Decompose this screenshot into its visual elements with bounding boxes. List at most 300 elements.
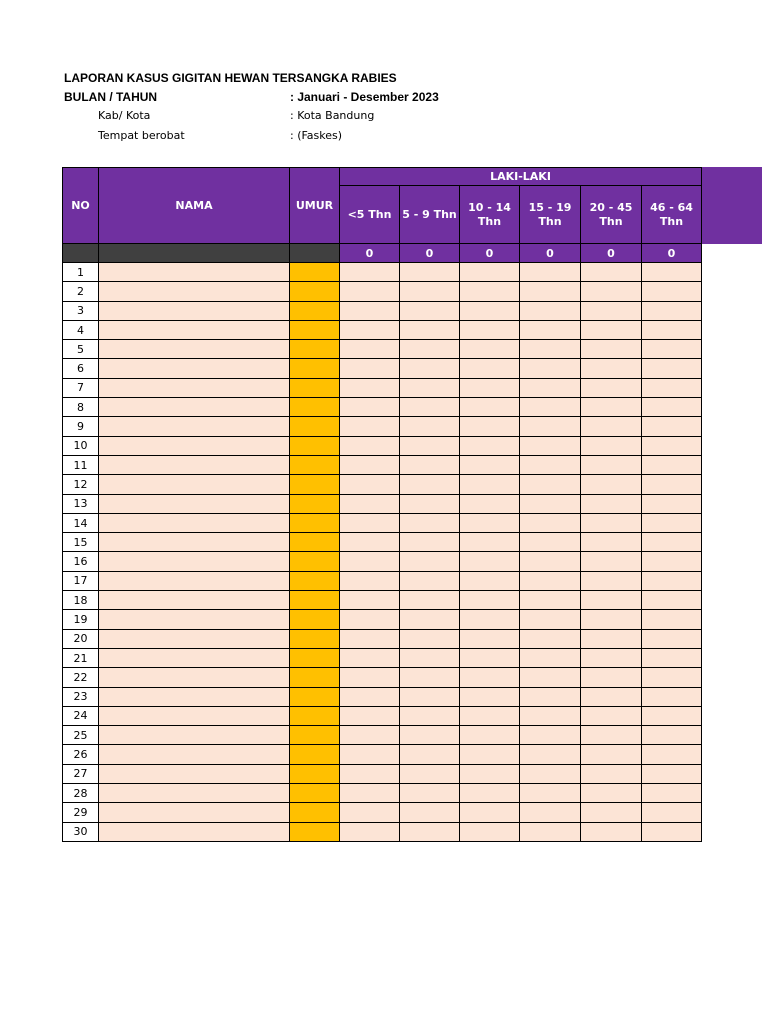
age-group-cell[interactable] — [581, 726, 642, 745]
age-group-cell[interactable] — [400, 784, 460, 803]
age-group-cell[interactable] — [460, 282, 520, 301]
age-group-cell[interactable] — [460, 475, 520, 494]
row-number: 14 — [63, 513, 99, 532]
age-group-cell[interactable] — [581, 610, 642, 629]
row-number: 17 — [63, 571, 99, 590]
age-group-cell[interactable] — [642, 706, 702, 725]
age-group-cell[interactable] — [520, 263, 581, 282]
age-group-cell[interactable] — [520, 803, 581, 822]
table-row — [63, 301, 702, 320]
age-group-cell[interactable] — [581, 301, 642, 320]
facility-value: : (Faskes) — [290, 129, 343, 142]
case-table — [62, 167, 702, 842]
table-row — [63, 282, 702, 301]
total-cell: 0 — [460, 244, 520, 263]
age-group-cell[interactable] — [400, 726, 460, 745]
age-group-cell[interactable] — [520, 417, 581, 436]
table-row — [63, 764, 702, 783]
age-group-cell[interactable] — [581, 552, 642, 571]
umur-cell[interactable] — [290, 263, 340, 282]
umur-cell[interactable] — [290, 533, 340, 552]
age-group-cell[interactable] — [581, 687, 642, 706]
age-group-cell[interactable] — [520, 340, 581, 359]
age-group-cell[interactable] — [400, 706, 460, 725]
row-number: 5 — [63, 340, 99, 359]
age-group-cell[interactable] — [460, 706, 520, 725]
age-group-cell[interactable] — [642, 648, 702, 667]
nama-cell[interactable] — [99, 610, 290, 629]
table-row — [63, 263, 702, 282]
table-row — [63, 475, 702, 494]
row-number: 13 — [63, 494, 99, 513]
nama-cell[interactable] — [99, 687, 290, 706]
table-row — [63, 629, 702, 648]
age-group-cell[interactable] — [520, 822, 581, 841]
umur-cell[interactable] — [290, 668, 340, 687]
age-group-cell[interactable] — [642, 359, 702, 378]
age-group-cell[interactable] — [460, 726, 520, 745]
age-group-cell[interactable] — [520, 706, 581, 725]
age-group-cell[interactable] — [460, 822, 520, 841]
header-row-1 — [63, 168, 702, 186]
umur-cell[interactable] — [290, 803, 340, 822]
age-group-cell[interactable] — [642, 494, 702, 513]
age-group-cell[interactable] — [460, 745, 520, 764]
age-group-cell[interactable] — [520, 648, 581, 667]
nama-cell[interactable] — [99, 668, 290, 687]
umur-cell[interactable] — [290, 513, 340, 532]
umur-cell[interactable] — [290, 648, 340, 667]
table-row — [63, 822, 702, 841]
nama-cell[interactable] — [99, 436, 290, 455]
header-fill-extension — [701, 167, 762, 244]
age-group-cell[interactable] — [581, 648, 642, 667]
age-group-cell[interactable] — [520, 378, 581, 397]
age-group-cell[interactable] — [460, 301, 520, 320]
age-group-cell[interactable] — [400, 340, 460, 359]
total-cell: 0 — [642, 244, 702, 263]
age-group-cell[interactable] — [340, 513, 400, 532]
umur-cell[interactable] — [290, 784, 340, 803]
age-group-cell[interactable] — [520, 552, 581, 571]
age-group-cell[interactable] — [581, 803, 642, 822]
table-row — [63, 320, 702, 339]
row-number: 28 — [63, 784, 99, 803]
umur-cell[interactable] — [290, 687, 340, 706]
umur-cell[interactable] — [290, 301, 340, 320]
nama-cell[interactable] — [99, 533, 290, 552]
age-group-cell[interactable] — [340, 301, 400, 320]
age-group-cell[interactable] — [581, 475, 642, 494]
age-group-cell[interactable] — [520, 610, 581, 629]
age-group-cell[interactable] — [520, 455, 581, 474]
age-group-cell[interactable] — [340, 764, 400, 783]
nama-cell[interactable] — [99, 803, 290, 822]
nama-cell[interactable] — [99, 417, 290, 436]
age-group-cell[interactable] — [460, 591, 520, 610]
row-number: 3 — [63, 301, 99, 320]
age-group-cell[interactable] — [642, 668, 702, 687]
age-group-cell[interactable] — [400, 436, 460, 455]
age-group-cell[interactable] — [581, 378, 642, 397]
nama-cell[interactable] — [99, 822, 290, 841]
umur-cell[interactable] — [290, 475, 340, 494]
age-group-cell[interactable] — [520, 320, 581, 339]
age-group-cell[interactable] — [460, 417, 520, 436]
nama-cell[interactable] — [99, 513, 290, 532]
age-group-cell[interactable] — [400, 533, 460, 552]
age-group-cell[interactable] — [400, 687, 460, 706]
table-row — [63, 455, 702, 474]
age-group-cell[interactable] — [642, 398, 702, 417]
age-group-cell[interactable] — [340, 417, 400, 436]
age-group-cell[interactable] — [460, 378, 520, 397]
age-group-cell[interactable] — [460, 513, 520, 532]
age-group-cell[interactable] — [400, 398, 460, 417]
age-group-cell[interactable] — [642, 687, 702, 706]
table-row — [63, 610, 702, 629]
age-group-cell[interactable] — [340, 745, 400, 764]
umur-cell[interactable] — [290, 822, 340, 841]
age-group-cell[interactable] — [340, 494, 400, 513]
row-number: 21 — [63, 648, 99, 667]
facility-label: Tempat berobat — [98, 129, 185, 142]
age-group-cell[interactable] — [581, 282, 642, 301]
umur-cell[interactable] — [290, 745, 340, 764]
age-group-cell[interactable] — [460, 455, 520, 474]
age-group-cell[interactable] — [460, 571, 520, 590]
row-number: 4 — [63, 320, 99, 339]
age-group-cell[interactable] — [340, 784, 400, 803]
row-number: 11 — [63, 455, 99, 474]
age-group-cell[interactable] — [460, 320, 520, 339]
totals-blank — [63, 244, 99, 263]
age-group-cell[interactable] — [400, 745, 460, 764]
age-group-cell[interactable] — [340, 359, 400, 378]
umur-cell[interactable] — [290, 726, 340, 745]
age-group-cell[interactable] — [460, 263, 520, 282]
age-group-cell[interactable] — [340, 533, 400, 552]
age-group-cell[interactable] — [460, 784, 520, 803]
age-group-cell[interactable] — [400, 417, 460, 436]
row-number: 2 — [63, 282, 99, 301]
table-row — [63, 687, 702, 706]
age-group-cell[interactable] — [642, 784, 702, 803]
row-number: 23 — [63, 687, 99, 706]
age-group-cell[interactable] — [642, 436, 702, 455]
age-group-cell[interactable] — [520, 282, 581, 301]
umur-cell[interactable] — [290, 436, 340, 455]
city-value: : Kota Bandung — [290, 109, 375, 122]
age-group-cell[interactable] — [642, 629, 702, 648]
age-group-cell[interactable] — [400, 494, 460, 513]
age-group-cell[interactable] — [400, 668, 460, 687]
age-group-cell[interactable] — [460, 533, 520, 552]
row-number: 30 — [63, 822, 99, 841]
umur-cell[interactable] — [290, 571, 340, 590]
period-value: : Januari - Desember 2023 — [290, 90, 439, 104]
age-group-cell[interactable] — [460, 359, 520, 378]
umur-cell[interactable] — [290, 398, 340, 417]
age-group-cell[interactable] — [581, 340, 642, 359]
umur-cell[interactable] — [290, 764, 340, 783]
table-row — [63, 533, 702, 552]
age-group-cell[interactable] — [642, 263, 702, 282]
age-group-cell[interactable] — [340, 320, 400, 339]
umur-cell[interactable] — [290, 629, 340, 648]
age-group-cell[interactable] — [581, 533, 642, 552]
nama-cell[interactable] — [99, 494, 290, 513]
umur-cell[interactable] — [290, 340, 340, 359]
age-group-cell[interactable] — [581, 455, 642, 474]
age-group-cell[interactable] — [400, 629, 460, 648]
nama-cell[interactable] — [99, 282, 290, 301]
table-row — [63, 513, 702, 532]
nama-cell[interactable] — [99, 726, 290, 745]
age-group-cell[interactable] — [400, 648, 460, 667]
age-group-cell[interactable] — [400, 263, 460, 282]
age-group-cell[interactable] — [400, 359, 460, 378]
age-group-cell[interactable] — [400, 282, 460, 301]
age-group-cell[interactable] — [520, 726, 581, 745]
nama-cell[interactable] — [99, 475, 290, 494]
age-group-cell[interactable] — [642, 340, 702, 359]
age-group-cell[interactable] — [340, 436, 400, 455]
age-group-cell[interactable] — [581, 513, 642, 532]
age-group-cell[interactable] — [460, 648, 520, 667]
age-group-cell[interactable] — [520, 629, 581, 648]
age-group-cell[interactable] — [400, 475, 460, 494]
total-cell: 0 — [400, 244, 460, 263]
table-row — [63, 417, 702, 436]
age-group-cell[interactable] — [400, 552, 460, 571]
nama-cell[interactable] — [99, 359, 290, 378]
age-group-cell[interactable] — [340, 571, 400, 590]
age-group-cell[interactable] — [520, 668, 581, 687]
age-group-cell[interactable] — [340, 552, 400, 571]
age-group-cell[interactable] — [642, 764, 702, 783]
nama-cell[interactable] — [99, 320, 290, 339]
age-group-cell[interactable] — [400, 803, 460, 822]
nama-cell[interactable] — [99, 552, 290, 571]
age-group-cell[interactable] — [581, 263, 642, 282]
age-group-cell[interactable] — [340, 726, 400, 745]
row-number: 20 — [63, 629, 99, 648]
period-label: BULAN / TAHUN — [64, 90, 158, 104]
age-group-cell[interactable] — [520, 784, 581, 803]
total-cell: 0 — [520, 244, 581, 263]
age-group-cell[interactable] — [340, 282, 400, 301]
nama-cell[interactable] — [99, 745, 290, 764]
age-group-cell[interactable] — [581, 320, 642, 339]
age-group-cell[interactable] — [340, 668, 400, 687]
age-group-cell[interactable] — [460, 494, 520, 513]
age-group-cell[interactable] — [581, 359, 642, 378]
table-row — [63, 359, 702, 378]
age-group-cell[interactable] — [460, 687, 520, 706]
row-number: 6 — [63, 359, 99, 378]
nama-cell[interactable] — [99, 764, 290, 783]
umur-cell[interactable] — [290, 706, 340, 725]
table-row — [63, 591, 702, 610]
age-group-cell[interactable] — [642, 552, 702, 571]
age-group-cell[interactable] — [642, 726, 702, 745]
age-group-cell[interactable] — [581, 706, 642, 725]
totals-row — [63, 244, 702, 263]
age-group-cell[interactable] — [581, 822, 642, 841]
row-number: 24 — [63, 706, 99, 725]
table-row — [63, 494, 702, 513]
age-group-cell[interactable] — [400, 320, 460, 339]
table-row — [63, 803, 702, 822]
umur-cell[interactable] — [290, 378, 340, 397]
age-group-cell[interactable] — [460, 629, 520, 648]
age-group-cell[interactable] — [400, 513, 460, 532]
age-group-cell[interactable] — [400, 822, 460, 841]
age-group-cell[interactable] — [642, 513, 702, 532]
age-group-cell[interactable] — [400, 571, 460, 590]
age-group-cell[interactable] — [340, 455, 400, 474]
age-group-header: <5 Thn — [340, 186, 400, 244]
age-group-cell[interactable] — [340, 398, 400, 417]
umur-cell[interactable] — [290, 320, 340, 339]
age-group-cell[interactable] — [520, 745, 581, 764]
age-group-cell[interactable] — [400, 610, 460, 629]
age-group-cell[interactable] — [520, 494, 581, 513]
age-group-cell[interactable] — [642, 571, 702, 590]
age-group-cell[interactable] — [520, 475, 581, 494]
age-group-cell[interactable] — [581, 436, 642, 455]
age-group-cell[interactable] — [642, 610, 702, 629]
age-group-cell[interactable] — [340, 378, 400, 397]
row-number: 10 — [63, 436, 99, 455]
age-group-cell[interactable] — [642, 475, 702, 494]
age-group-cell[interactable] — [520, 591, 581, 610]
umur-cell[interactable] — [290, 455, 340, 474]
age-group-cell[interactable] — [642, 282, 702, 301]
age-group-cell[interactable] — [340, 629, 400, 648]
nama-cell[interactable] — [99, 455, 290, 474]
age-group-cell[interactable] — [400, 764, 460, 783]
age-group-cell[interactable] — [642, 591, 702, 610]
age-group-cell[interactable] — [460, 552, 520, 571]
age-group-cell[interactable] — [520, 359, 581, 378]
row-number: 8 — [63, 398, 99, 417]
age-group-cell[interactable] — [520, 436, 581, 455]
age-group-cell[interactable] — [340, 687, 400, 706]
age-group-cell[interactable] — [581, 764, 642, 783]
city-label: Kab/ Kota — [98, 109, 151, 122]
age-group-cell[interactable] — [642, 301, 702, 320]
age-group-cell[interactable] — [581, 668, 642, 687]
nama-cell[interactable] — [99, 591, 290, 610]
age-group-cell[interactable] — [520, 764, 581, 783]
nama-cell[interactable] — [99, 784, 290, 803]
age-group-cell[interactable] — [642, 803, 702, 822]
age-group-cell[interactable] — [400, 455, 460, 474]
age-group-cell[interactable] — [642, 822, 702, 841]
age-group-cell[interactable] — [642, 745, 702, 764]
age-group-cell[interactable] — [520, 513, 581, 532]
nama-cell[interactable] — [99, 706, 290, 725]
age-group-cell[interactable] — [581, 629, 642, 648]
age-group-cell[interactable] — [520, 571, 581, 590]
header-no: NO — [63, 168, 99, 244]
age-group-cell[interactable] — [581, 571, 642, 590]
age-group-cell[interactable] — [581, 591, 642, 610]
age-group-cell[interactable] — [581, 417, 642, 436]
umur-cell[interactable] — [290, 282, 340, 301]
age-group-cell[interactable] — [642, 533, 702, 552]
nama-cell[interactable] — [99, 340, 290, 359]
age-group-cell[interactable] — [400, 301, 460, 320]
row-number: 16 — [63, 552, 99, 571]
age-group-cell[interactable] — [642, 417, 702, 436]
age-group-cell[interactable] — [340, 475, 400, 494]
age-group-cell[interactable] — [460, 340, 520, 359]
nama-cell[interactable] — [99, 571, 290, 590]
report-title: LAPORAN KASUS GIGITAN HEWAN TERSANGKA RABIES — [64, 71, 397, 85]
nama-cell[interactable] — [99, 398, 290, 417]
age-group-cell[interactable] — [581, 745, 642, 764]
nama-cell[interactable] — [99, 263, 290, 282]
age-group-cell[interactable] — [400, 591, 460, 610]
nama-cell[interactable] — [99, 301, 290, 320]
age-group-cell[interactable] — [642, 455, 702, 474]
table-row — [63, 398, 702, 417]
umur-cell[interactable] — [290, 610, 340, 629]
age-group-cell[interactable] — [520, 687, 581, 706]
age-group-cell[interactable] — [340, 803, 400, 822]
age-group-cell[interactable] — [460, 803, 520, 822]
age-group-cell[interactable] — [642, 320, 702, 339]
age-group-cell[interactable] — [340, 263, 400, 282]
age-group-cell[interactable] — [520, 301, 581, 320]
age-group-cell[interactable] — [400, 378, 460, 397]
total-cell: 0 — [581, 244, 642, 263]
umur-cell[interactable] — [290, 359, 340, 378]
age-group-cell[interactable] — [581, 398, 642, 417]
age-group-cell[interactable] — [581, 784, 642, 803]
age-group-cell[interactable] — [340, 822, 400, 841]
age-group-cell[interactable] — [460, 436, 520, 455]
nama-cell[interactable] — [99, 629, 290, 648]
age-group-cell[interactable] — [340, 706, 400, 725]
nama-cell[interactable] — [99, 648, 290, 667]
age-group-cell[interactable] — [520, 533, 581, 552]
totals-blank — [99, 244, 290, 263]
age-group-cell[interactable] — [642, 378, 702, 397]
nama-cell[interactable] — [99, 378, 290, 397]
age-group-header: 15 - 19 Thn — [520, 186, 581, 244]
age-group-cell[interactable] — [520, 398, 581, 417]
umur-cell[interactable] — [290, 552, 340, 571]
age-group-cell[interactable] — [340, 340, 400, 359]
umur-cell[interactable] — [290, 591, 340, 610]
age-group-cell[interactable] — [460, 764, 520, 783]
age-group-cell[interactable] — [340, 591, 400, 610]
age-group-cell[interactable] — [460, 398, 520, 417]
row-number: 29 — [63, 803, 99, 822]
age-group-cell[interactable] — [340, 610, 400, 629]
age-group-cell[interactable] — [340, 648, 400, 667]
umur-cell[interactable] — [290, 417, 340, 436]
age-group-cell[interactable] — [460, 610, 520, 629]
header-umur: UMUR — [290, 168, 340, 244]
age-group-cell[interactable] — [581, 494, 642, 513]
umur-cell[interactable] — [290, 494, 340, 513]
age-group-cell[interactable] — [460, 668, 520, 687]
